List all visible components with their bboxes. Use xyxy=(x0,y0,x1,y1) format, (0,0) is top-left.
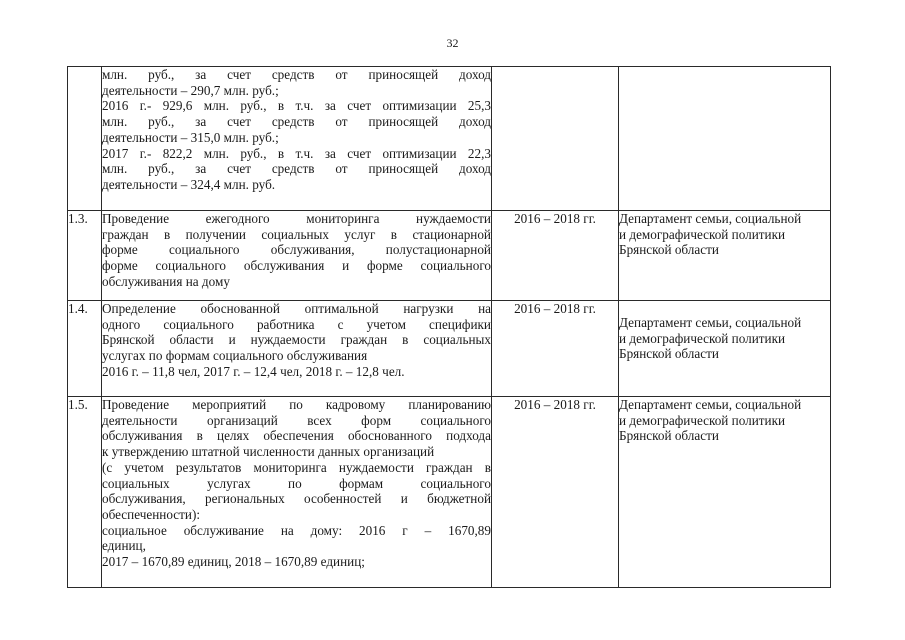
row-period: 2016 – 2018 гг. xyxy=(492,397,619,588)
description-line: деятельности организаций всех форм социального xyxy=(102,412,491,428)
row-number xyxy=(68,67,102,211)
responsible-line: Департамент семьи, социальной xyxy=(619,397,802,412)
description-line: граждан в получении социальных услуг в стационарной xyxy=(102,226,491,242)
description-line: млн. руб., за счет средств от приносящей доход xyxy=(102,67,491,82)
description-line: форме социального обслуживания, полустационарной xyxy=(102,242,491,258)
row-responsible xyxy=(619,397,831,588)
row-responsible xyxy=(619,301,831,397)
description-line: обслуживания, региональных особенностей и бюджетной xyxy=(102,491,491,507)
description-line: млн. руб., за счет средств от приносящей доход xyxy=(102,161,491,177)
row-period: 2016 – 2018 гг. xyxy=(492,301,619,397)
row-description xyxy=(102,397,492,588)
responsible-line: Брянской области xyxy=(619,428,719,444)
responsible-line: Брянской области xyxy=(619,346,719,362)
description-line: обеспеченности): xyxy=(102,506,200,522)
description-line: к утверждению штатной численности данных организаций xyxy=(102,444,435,460)
description-line: 2017 г.- 822,2 млн. руб., в т.ч. за счет оптимизации 22,3 xyxy=(102,145,491,161)
description-line: 2016 г.- 929,6 млн. руб., в т.ч. за счет оптимизации 25,3 xyxy=(102,98,491,114)
description-line: одного социального работника с учетом специфики xyxy=(102,316,491,332)
row-description xyxy=(102,211,492,301)
description-line: Брянской области и нуждаемости граждан в социальных xyxy=(102,332,491,348)
description-line: социальное обслуживание на дому: 2016 г – 1670,89 xyxy=(102,522,491,538)
responsible-line: и демографической политики xyxy=(619,330,786,346)
responsible-line: и демографической политики xyxy=(619,412,786,428)
table-row xyxy=(68,211,831,301)
description-line: услугах по формам социального обслуживания xyxy=(102,348,368,364)
description-line: 2017 – 1670,89 единиц, 2018 – 1670,89 единиц; xyxy=(102,554,365,570)
description-line: деятельности – 290,7 млн. руб.; xyxy=(102,82,279,98)
row-period xyxy=(492,67,619,211)
row-period: 2016 – 2018 гг. xyxy=(492,211,619,301)
description-line: обслуживания на дому xyxy=(102,273,230,289)
row-number: 1.3. xyxy=(68,211,102,301)
responsible-line: Департамент семьи, социальной xyxy=(619,315,802,330)
description-line: Определение обоснованной оптимальной нагрузки на xyxy=(102,301,491,316)
table-row xyxy=(68,67,831,211)
row-description xyxy=(102,301,492,397)
description-line: (с учетом результатов мониторинга нуждаемости граждан в xyxy=(102,459,491,475)
table-row xyxy=(68,301,831,397)
description-line: социальных услугах по формам социального xyxy=(102,475,491,491)
description-line: деятельности – 315,0 млн. руб.; xyxy=(102,129,279,145)
responsible-line: и демографической политики xyxy=(619,226,786,242)
description-line: обслуживания в целях обеспечения обоснованного подхода xyxy=(102,428,491,444)
row-description xyxy=(102,67,492,211)
row-number: 1.4. xyxy=(68,301,102,397)
row-responsible xyxy=(619,67,831,211)
description-line: единиц, xyxy=(102,538,146,554)
description-line: Проведение ежегодного мониторинга нуждаемости xyxy=(102,211,491,226)
row-responsible xyxy=(619,211,831,301)
description-line: млн. руб., за счет средств от приносящей доход xyxy=(102,114,491,130)
responsible-line: Брянской области xyxy=(619,242,719,258)
description-line: форме социального обслуживания и форме социального xyxy=(102,258,491,274)
description-line: Проведение мероприятий по кадровому планированию xyxy=(102,397,491,412)
table-row xyxy=(68,397,831,588)
description-line: 2016 г. – 11,8 чел, 2017 г. – 12,4 чел, 2018 г. – 12,8 чел. xyxy=(102,363,405,379)
responsible-line: Департамент семьи, социальной xyxy=(619,211,802,226)
page-number: 32 xyxy=(446,36,459,50)
row-number: 1.5. xyxy=(68,397,102,588)
description-line: деятельности – 324,4 млн. руб. xyxy=(102,176,276,192)
measures-table xyxy=(67,66,831,588)
